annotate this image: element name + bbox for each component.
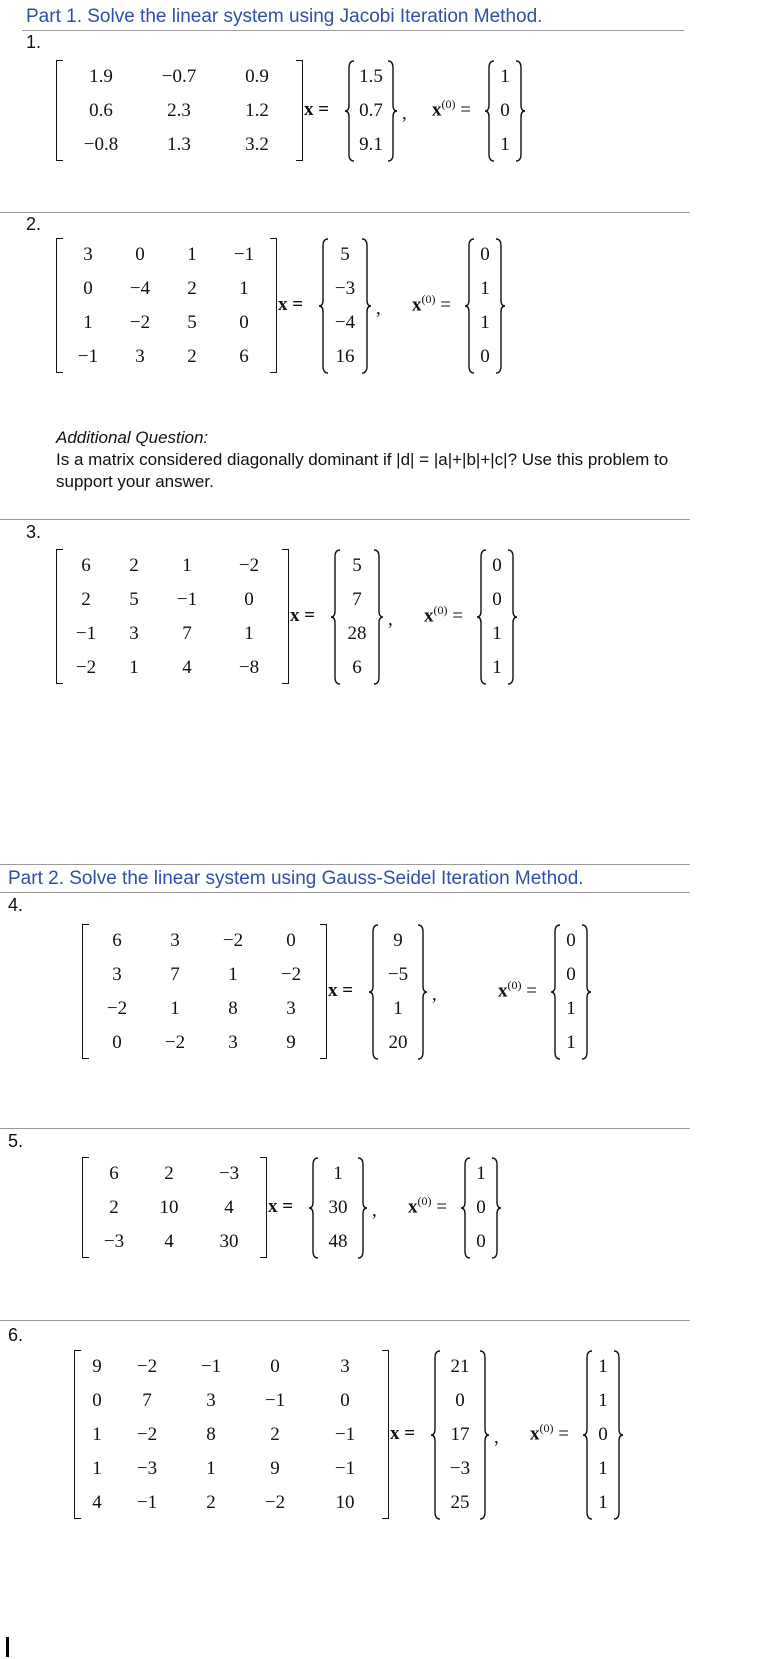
matrix-cell: 0.6 — [89, 100, 113, 121]
b-vector-entry: 5 — [352, 555, 362, 576]
coefficient-matrix — [88, 924, 320, 1060]
matrix-cell: −1 — [176, 589, 198, 610]
matrix-row — [88, 992, 320, 1026]
matrix-cell: −1 — [334, 1458, 356, 1479]
matrix-cell: −3 — [136, 1458, 158, 1479]
matrix-cell: 3 — [135, 346, 145, 367]
matrix-row — [62, 128, 296, 162]
comma: , — [432, 984, 437, 1005]
matrix-row — [62, 238, 270, 272]
equals-sign: = — [521, 980, 537, 1002]
problem-number: 1. — [26, 32, 42, 52]
matrix-cell: −3 — [218, 1163, 240, 1184]
x-bold: x — [432, 99, 442, 121]
matrix-cell: 5 — [129, 589, 139, 610]
matrix-cell: −1 — [264, 1390, 286, 1411]
matrix-row — [80, 1350, 382, 1384]
matrix-cell: 0 — [340, 1390, 350, 1411]
matrix-row — [62, 549, 282, 583]
x0-vector-left-brace — [550, 924, 560, 1065]
b-vector — [378, 924, 418, 1060]
x0-vector-entry: 0 — [476, 1197, 486, 1218]
b-vector-entry: −4 — [334, 312, 356, 333]
b-vector-entry: 6 — [352, 657, 362, 678]
matrix-cell: 1 — [83, 312, 93, 333]
matrix-cell: 1 — [244, 623, 254, 644]
matrix-cell: −1 — [200, 1356, 222, 1377]
matrix-cell: 2 — [164, 1163, 174, 1184]
superscript: (0) — [433, 603, 448, 617]
matrix-row — [80, 1384, 382, 1418]
matrix-cell: 4 — [92, 1492, 102, 1513]
matrix-row — [80, 1418, 382, 1452]
problem-number: 4. — [8, 895, 24, 915]
equals-sign: = — [435, 294, 451, 316]
matrix-cell: 3 — [170, 930, 180, 951]
matrix-cell: −2 — [280, 964, 302, 985]
matrix-cell: −2 — [222, 930, 244, 951]
b-vector-entry: 5 — [340, 244, 350, 265]
x-equals-label — [278, 294, 303, 316]
x0-vector-entry: 1 — [480, 278, 490, 299]
divider — [0, 1320, 690, 1321]
initial-guess-label — [424, 603, 463, 627]
matrix-cell: 3 — [206, 1390, 216, 1411]
b-vector-entry: 16 — [335, 346, 355, 367]
additional-question — [56, 427, 696, 493]
x0-vector-left-brace — [582, 1350, 592, 1525]
matrix-cell: 3 — [228, 1032, 238, 1053]
matrix-cell: 10 — [335, 1492, 355, 1513]
matrix-cell: 0 — [92, 1390, 102, 1411]
matrix-row — [62, 617, 282, 651]
matrix-cell: 2 — [81, 589, 91, 610]
b-vector — [354, 60, 388, 162]
matrix-cell: −2 — [136, 1424, 158, 1445]
matrix-cell: 6 — [112, 930, 122, 951]
matrix-right-bracket — [382, 1350, 389, 1519]
b-vector-left-brace — [344, 60, 354, 167]
equals-sign: = — [447, 605, 463, 627]
matrix-cell: −1 — [75, 623, 97, 644]
b-vector-entry: 7 — [352, 589, 362, 610]
matrix-cell: 5 — [187, 312, 197, 333]
b-vector-right-brace — [374, 549, 384, 690]
matrix-cell: 0 — [112, 1032, 122, 1053]
matrix-cell: 1 — [129, 657, 139, 678]
x-bold: x — [408, 1196, 418, 1218]
x0-vector — [486, 549, 508, 685]
coefficient-matrix — [62, 60, 296, 162]
matrix-cell: 2 — [206, 1492, 216, 1513]
x0-vector-entry: 1 — [476, 1163, 486, 1184]
matrix-cell: 4 — [182, 657, 192, 678]
x0-vector-entry: 1 — [598, 1458, 608, 1479]
x0-vector-right-brace — [614, 1350, 624, 1525]
matrix-cell: 3 — [129, 623, 139, 644]
x0-vector-right-brace — [492, 1157, 502, 1264]
b-vector-right-brace — [358, 1157, 368, 1264]
problem-number: 2. — [26, 214, 42, 234]
matrix-cell: −2 — [238, 555, 260, 576]
equals-sign: = — [431, 1196, 447, 1218]
matrix-cell: 1 — [228, 964, 238, 985]
matrix-row — [62, 94, 296, 128]
divider — [0, 864, 690, 865]
matrix-cell: 6 — [239, 346, 249, 367]
matrix-cell: −2 — [106, 998, 128, 1019]
matrix-row — [62, 306, 270, 340]
b-vector-right-brace — [418, 924, 428, 1065]
matrix-cell: 1 — [92, 1458, 102, 1479]
x0-vector-entry: 1 — [566, 998, 576, 1019]
divider — [0, 1128, 690, 1129]
b-vector — [318, 1157, 358, 1259]
matrix-cell: 9 — [286, 1032, 296, 1053]
x-equals-label — [290, 605, 315, 627]
comma: , — [494, 1427, 499, 1448]
x0-vector-entry: 0 — [492, 555, 502, 576]
matrix-row — [88, 924, 320, 958]
superscript: (0) — [441, 97, 456, 111]
initial-guess-label — [530, 1421, 569, 1445]
matrix-cell: 0 — [270, 1356, 280, 1377]
matrix-cell: −1 — [77, 346, 99, 367]
x0-vector-left-brace — [460, 1157, 470, 1264]
x-bold: x — [530, 1423, 540, 1445]
matrix-cell: 0 — [135, 244, 145, 265]
x0-vector — [474, 238, 496, 374]
x0-vector-entry: 0 — [476, 1231, 486, 1252]
b-vector — [340, 549, 374, 685]
x-bold: x — [424, 605, 434, 627]
matrix-right-bracket — [320, 924, 327, 1059]
matrix-cell: 1.9 — [89, 66, 113, 87]
divider — [0, 892, 690, 893]
x0-vector-right-brace — [496, 238, 506, 379]
b-vector-entry: 0 — [455, 1390, 465, 1411]
matrix-cell: 6 — [109, 1163, 119, 1184]
matrix-cell: −4 — [129, 278, 151, 299]
matrix-cell: −2 — [264, 1492, 286, 1513]
matrix-cell: 0 — [286, 930, 296, 951]
matrix-cell: −8 — [238, 657, 260, 678]
b-vector-entry: 1 — [393, 998, 403, 1019]
b-vector-right-brace — [480, 1350, 490, 1525]
comma: , — [402, 103, 407, 124]
x-bold: x = — [304, 99, 330, 120]
x0-vector-entry: 1 — [598, 1390, 608, 1411]
x-equals-label — [390, 1423, 415, 1445]
problem-number: 5. — [8, 1131, 24, 1151]
matrix-cell: 10 — [159, 1197, 179, 1218]
b-vector-entry: 21 — [450, 1356, 470, 1377]
matrix-cell: 1 — [239, 278, 249, 299]
initial-guess-label — [412, 292, 451, 316]
x-bold: x — [498, 980, 508, 1002]
matrix-cell: −2 — [164, 1032, 186, 1053]
matrix-cell: −1 — [334, 1424, 356, 1445]
matrix-cell: 3 — [112, 964, 122, 985]
x0-vector-left-brace — [464, 238, 474, 379]
initial-guess-label — [408, 1194, 447, 1218]
matrix-cell: 2 — [270, 1424, 280, 1445]
b-vector-entry: 1 — [333, 1163, 343, 1184]
matrix-cell: 3.2 — [245, 134, 269, 155]
matrix-cell: 7 — [142, 1390, 152, 1411]
matrix-cell: 9 — [92, 1356, 102, 1377]
matrix-row — [62, 340, 270, 374]
matrix-right-bracket — [282, 549, 289, 684]
initial-guess-label — [498, 978, 537, 1002]
b-vector-entry: 20 — [388, 1032, 408, 1053]
b-vector-entry: −3 — [334, 278, 356, 299]
x-equals-label — [268, 1196, 293, 1218]
x0-vector — [560, 924, 582, 1060]
b-vector-entry: 48 — [328, 1231, 348, 1252]
x0-vector — [592, 1350, 614, 1520]
matrix-cell: 0 — [239, 312, 249, 333]
problem-number: 3. — [26, 522, 42, 542]
matrix-cell: 30 — [219, 1231, 239, 1252]
x0-vector-entry: 1 — [492, 623, 502, 644]
matrix-row — [62, 651, 282, 685]
superscript: (0) — [539, 1421, 554, 1435]
b-vector-entry: 1.5 — [359, 66, 383, 87]
matrix-cell: −1 — [136, 1492, 158, 1513]
additional-question-title: Additional Question: — [56, 428, 209, 447]
x0-vector-entry: 0 — [480, 346, 490, 367]
matrix-cell: 1 — [170, 998, 180, 1019]
coefficient-matrix — [62, 549, 282, 685]
coefficient-matrix — [80, 1350, 382, 1520]
matrix-cell: 0 — [244, 589, 254, 610]
matrix-cell: −0.8 — [83, 134, 119, 155]
x-bold: x = — [268, 1196, 294, 1217]
matrix-cell: 9 — [270, 1458, 280, 1479]
x0-vector-entry: 1 — [598, 1356, 608, 1377]
part1-title: Part 1. Solve the linear system using Jacobi Iteration Method. — [26, 6, 543, 27]
b-vector-entry: 0.7 — [359, 100, 383, 121]
matrix-right-bracket — [270, 238, 277, 373]
coefficient-matrix — [62, 238, 270, 374]
matrix-cell: 1.3 — [167, 134, 191, 155]
comma: , — [372, 1200, 377, 1221]
matrix-right-bracket — [260, 1157, 267, 1258]
x0-vector-entry: 1 — [480, 312, 490, 333]
matrix-cell: 1 — [182, 555, 192, 576]
matrix-cell: 8 — [206, 1424, 216, 1445]
equals-sign: = — [455, 99, 471, 121]
matrix-row — [88, 958, 320, 992]
b-vector-entry: 25 — [450, 1492, 470, 1513]
b-vector — [328, 238, 362, 374]
initial-guess-label — [432, 97, 471, 121]
matrix-row — [80, 1486, 382, 1520]
matrix-cell: 1.2 — [245, 100, 269, 121]
x0-vector-entry: 0 — [566, 964, 576, 985]
equals-sign: = — [553, 1423, 569, 1445]
matrix-cell: −2 — [129, 312, 151, 333]
b-vector-right-brace — [362, 238, 372, 379]
text-cursor — [6, 1637, 9, 1657]
matrix-cell: 3 — [83, 244, 93, 265]
b-vector-entry: 9.1 — [359, 134, 383, 155]
problem-number: 6. — [8, 1325, 24, 1345]
matrix-row — [62, 272, 270, 306]
b-vector-entry: 9 — [393, 930, 403, 951]
matrix-cell: 3 — [340, 1356, 350, 1377]
x0-vector-entry: 1 — [598, 1492, 608, 1513]
matrix-row — [80, 1452, 382, 1486]
b-vector-entry: −5 — [387, 964, 409, 985]
b-vector-entry: 17 — [450, 1424, 470, 1445]
x0-vector-entry: 1 — [566, 1032, 576, 1053]
b-vector-left-brace — [318, 238, 328, 379]
superscript: (0) — [421, 292, 436, 306]
matrix-cell: 2 — [129, 555, 139, 576]
b-vector-right-brace — [388, 60, 398, 167]
b-vector-left-brace — [330, 549, 340, 690]
x0-vector-entry: 0 — [500, 100, 510, 121]
matrix-right-bracket — [296, 60, 303, 161]
x-bold: x — [412, 294, 422, 316]
part2-title: Part 2. Solve the linear system using Gauss-Seidel Iteration Method. — [8, 868, 584, 889]
x0-vector-entry: 1 — [492, 657, 502, 678]
matrix-cell: 8 — [228, 998, 238, 1019]
matrix-row — [62, 60, 296, 94]
matrix-row — [62, 583, 282, 617]
matrix-cell: 1 — [206, 1458, 216, 1479]
b-vector — [440, 1350, 480, 1520]
x0-vector-entry: 0 — [492, 589, 502, 610]
comma: , — [376, 298, 381, 319]
matrix-cell: 1 — [187, 244, 197, 265]
divider — [22, 30, 684, 31]
x0-vector-right-brace — [582, 924, 592, 1065]
matrix-cell: 6 — [81, 555, 91, 576]
x0-vector-entry: 1 — [500, 134, 510, 155]
matrix-cell: 4 — [164, 1231, 174, 1252]
x0-vector-entry: 0 — [566, 930, 576, 951]
matrix-cell: 2 — [187, 278, 197, 299]
matrix-cell: 2 — [109, 1197, 119, 1218]
comma: , — [388, 609, 393, 630]
matrix-cell: −3 — [103, 1231, 125, 1252]
x0-vector-entry: 1 — [500, 66, 510, 87]
x-equals-label — [328, 980, 353, 1002]
matrix-cell: −1 — [233, 244, 255, 265]
divider — [0, 519, 690, 520]
matrix-cell: 2 — [187, 346, 197, 367]
superscript: (0) — [507, 978, 522, 992]
x0-vector-right-brace — [508, 549, 518, 690]
b-vector-entry: 28 — [347, 623, 367, 644]
divider — [0, 212, 690, 213]
matrix-cell: 7 — [170, 964, 180, 985]
x-equals-label — [304, 99, 329, 121]
matrix-cell: 4 — [224, 1197, 234, 1218]
coefficient-matrix — [88, 1157, 260, 1259]
matrix-cell: 1 — [92, 1424, 102, 1445]
x0-vector — [494, 60, 516, 162]
matrix-row — [88, 1191, 260, 1225]
x0-vector-right-brace — [516, 60, 526, 167]
x0-vector-left-brace — [484, 60, 494, 167]
matrix-cell: −2 — [75, 657, 97, 678]
b-vector-left-brace — [430, 1350, 440, 1525]
x0-vector-entry: 0 — [480, 244, 490, 265]
matrix-row — [88, 1157, 260, 1191]
matrix-row — [88, 1026, 320, 1060]
x-bold: x = — [278, 294, 304, 315]
x-bold: x = — [390, 1423, 416, 1444]
matrix-cell: 0.9 — [245, 66, 269, 87]
matrix-cell: 0 — [83, 278, 93, 299]
b-vector-left-brace — [308, 1157, 318, 1264]
matrix-cell: −0.7 — [161, 66, 197, 87]
x0-vector — [470, 1157, 492, 1259]
matrix-cell: 2.3 — [167, 100, 191, 121]
x-bold: x = — [328, 980, 354, 1001]
x0-vector-left-brace — [476, 549, 486, 690]
x0-vector-entry: 0 — [598, 1424, 608, 1445]
x-bold: x = — [290, 605, 316, 626]
matrix-cell: −2 — [136, 1356, 158, 1377]
matrix-cell: 7 — [182, 623, 192, 644]
superscript: (0) — [417, 1194, 432, 1208]
b-vector-left-brace — [368, 924, 378, 1065]
b-vector-entry: −3 — [449, 1458, 471, 1479]
b-vector-entry: 30 — [328, 1197, 348, 1218]
matrix-cell: 3 — [286, 998, 296, 1019]
matrix-row — [88, 1225, 260, 1259]
additional-question-text: Is a matrix considered diagonally dominant if |d| = |a|+|b|+|c|? Use this problem to support your answer. — [56, 450, 669, 491]
